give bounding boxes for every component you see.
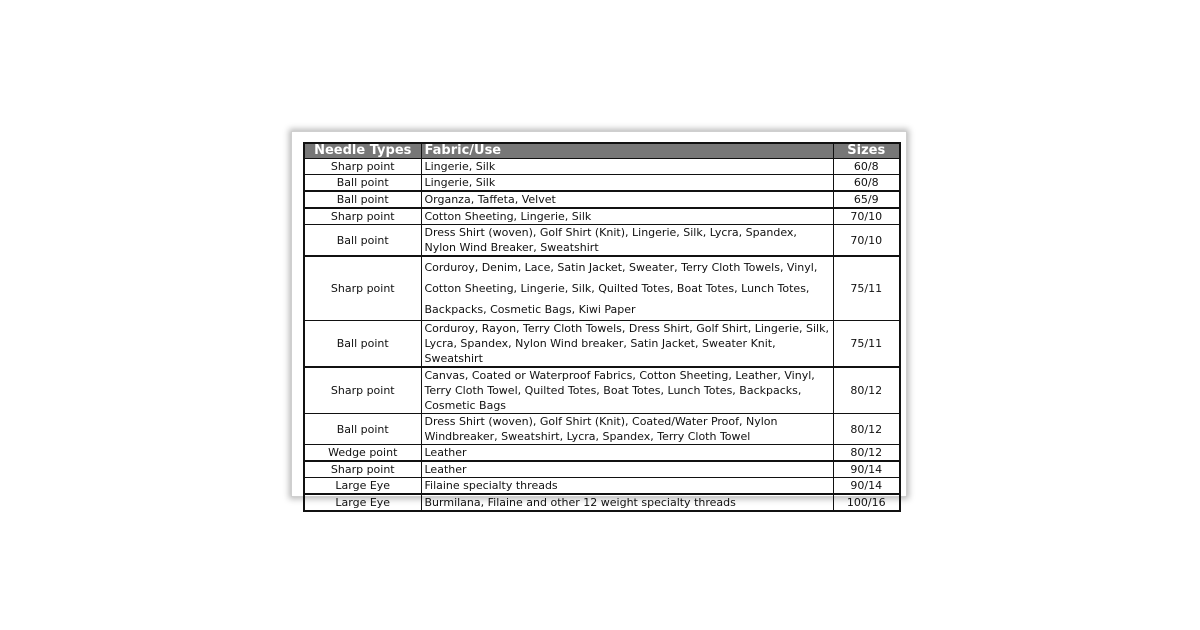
- fabric-use-cell: Corduroy, Rayon, Terry Cloth Towels, Dress Shirt, Golf Shirt, Lingerie, Silk, Lycra, Spandex, Nylon Wind breaker, Satin Jacket, Sweater Knit, Sweatshirt: [421, 321, 833, 368]
- size-cell: 75/11: [833, 256, 900, 321]
- table-header-row: [304, 143, 900, 159]
- needle-type-cell: Sharp point: [304, 367, 421, 414]
- table-row: [304, 256, 900, 321]
- header-needle-types: Needle Types: [304, 143, 421, 159]
- table-row: [304, 225, 900, 257]
- table-row: [304, 414, 900, 445]
- needle-type-cell: Ball point: [304, 225, 421, 257]
- needle-type-cell: Ball point: [304, 175, 421, 192]
- table-row: [304, 191, 900, 208]
- needle-type-cell: Large Eye: [304, 494, 421, 511]
- table-row: [304, 321, 900, 368]
- table-row: [304, 367, 900, 414]
- needle-type-cell: Wedge point: [304, 445, 421, 462]
- table-row: [304, 461, 900, 478]
- fabric-use-cell: Leather: [421, 445, 833, 462]
- size-cell: 100/16: [833, 494, 900, 511]
- needle-type-cell: Sharp point: [304, 461, 421, 478]
- needle-chart-card: [291, 131, 907, 509]
- fabric-use-cell: Lingerie, Silk: [421, 175, 833, 192]
- table-row: [304, 478, 900, 495]
- size-cell: 75/11: [833, 321, 900, 368]
- needle-type-cell: Ball point: [304, 414, 421, 445]
- size-cell: 60/8: [833, 175, 900, 192]
- table-row: [304, 175, 900, 192]
- fabric-use-cell: Dress Shirt (woven), Golf Shirt (Knit), Lingerie, Silk, Lycra, Spandex, Nylon Wind Breaker, Sweatshirt: [421, 225, 833, 257]
- size-cell: 90/14: [833, 478, 900, 495]
- size-cell: 80/12: [833, 445, 900, 462]
- size-cell: 60/8: [833, 159, 900, 175]
- table-row: [304, 208, 900, 225]
- fabric-use-cell: Canvas, Coated or Waterproof Fabrics, Cotton Sheeting, Leather, Vinyl, Terry Cloth Towel, Quilted Totes, Boat Totes, Lunch Totes, Backpacks, Cosmetic Bags: [421, 367, 833, 414]
- fabric-use-cell: Corduroy, Denim, Lace, Satin Jacket, Sweater, Terry Cloth Towels, Vinyl, Cotton Sheeting, Lingerie, Silk, Quilted Totes, Boat Totes, Lunch Totes, Backpacks, Cosmetic Bags, Kiwi Paper: [421, 256, 833, 321]
- size-cell: 90/14: [833, 461, 900, 478]
- needle-table: [303, 142, 901, 512]
- header-fabric-use: Fabric/Use: [421, 143, 833, 159]
- size-cell: 80/12: [833, 414, 900, 445]
- table-row: [304, 445, 900, 462]
- size-cell: 70/10: [833, 208, 900, 225]
- fabric-use-cell: Leather: [421, 461, 833, 478]
- header-sizes: Sizes: [833, 143, 900, 159]
- size-cell: 65/9: [833, 191, 900, 208]
- fabric-use-cell: Filaine specialty threads: [421, 478, 833, 495]
- needle-type-cell: Large Eye: [304, 478, 421, 495]
- fabric-use-cell: Dress Shirt (woven), Golf Shirt (Knit), Coated/Water Proof, Nylon Windbreaker, Sweatshirt, Lycra, Spandex, Terry Cloth Towel: [421, 414, 833, 445]
- size-cell: 80/12: [833, 367, 900, 414]
- table-row: [304, 159, 900, 175]
- table-row: [304, 494, 900, 511]
- fabric-use-cell: Burmilana, Filaine and other 12 weight specialty threads: [421, 494, 833, 511]
- fabric-use-cell: Organza, Taffeta, Velvet: [421, 191, 833, 208]
- needle-type-cell: Sharp point: [304, 256, 421, 321]
- needle-type-cell: Ball point: [304, 321, 421, 368]
- fabric-use-cell: Lingerie, Silk: [421, 159, 833, 175]
- needle-type-cell: Sharp point: [304, 159, 421, 175]
- needle-type-cell: Ball point: [304, 191, 421, 208]
- size-cell: 70/10: [833, 225, 900, 257]
- fabric-use-cell: Cotton Sheeting, Lingerie, Silk: [421, 208, 833, 225]
- needle-type-cell: Sharp point: [304, 208, 421, 225]
